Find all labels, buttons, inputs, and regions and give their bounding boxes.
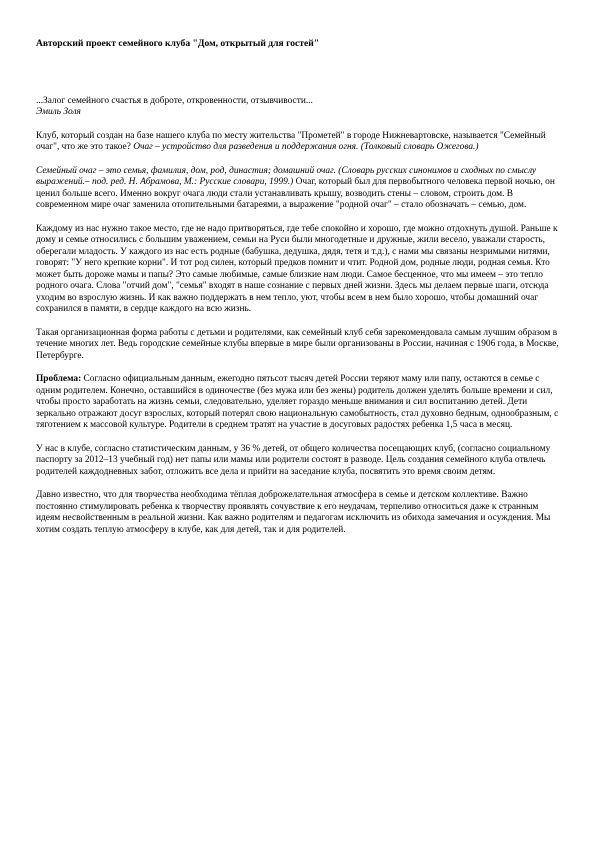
paragraph-home-place: Каждому из нас нужно такое место, где не надо притворяться, где тебе спокойно и хорошо, где можно отдохнуть душой. Раньше к дому и семье относились с большим уважением, семьи на Руси были многодетные и дружные, жили весело, уважали старость, оберегали младость. У каждого из нас есть родные (бабушка, дедушка, дядя, тетя и т.д.), с нами мы связаны незримыми нитями, говорят: "У него крепкие корни". И тот род силен, который предков помнит и чтит. Родной дом, родные люди, родная семья. Кто может быть дороже мамы и папы? Это самые любимые, самые близкие нам люди. Самое бесценное, что мы имеем – это тепло родного очага. Слова "отчий дом", "семья" входят в наше сознание с первых дней жизни. Здесь мы делаем первые шаги, отсюда уходим во взрослую жизнь. И как важно поддержать в нем тепло, уют, чтобы всем в нем было хорошо, чтобы домашний очаг сохранился в памяти, в сердце каждого на всю жизнь. [36,223,558,314]
problem-label: Проблема: [36,374,82,384]
paragraph-statistics: У нас в клубе, согласно статистическим данным, у 36 % детей, от общего количества посещающих клуб, (согласно социальному паспорту за 2012–13 учебный год) нет папы или мамы или родители состоят в разводе. Цель создания семейного клуба отвлечь родителей каждодневных забот, отложить все дела и прийти на заседание клуба, посвятить это время своим детям. [36,443,551,477]
definition-synonyms: Семейный очаг – это семья, фамилия, дом, род, династия; домашний очаг. (Словарь русских синонимов и сходных по смыслу выражений.– под. ред. Н. Абрамова, М.: Русские словари, 1999.) [36,165,537,187]
paragraph-family-hearth [36,166,561,212]
epigraph-quote: ...Залог семейного счастья в доброте, откровенности, отзывчивости... [36,95,313,106]
paragraph-club-intro [36,131,561,154]
document-title: Авторский проект семейного клуба "Дом, открытый для гостей" [36,38,320,49]
document-body [36,38,561,536]
definition-ozhegov: Очаг – устройство для разведения и поддержания огня. (Толковый словарь Ожегова.) [133,142,479,152]
paragraph-creativity: Давно известно, что для творчества необходима тёплая доброжелательная атмосфера в семье и детском коллективе. Важно постоянно стимулировать ребенка к творчеству проявлять сочувствие к его неудачам, терпеливо относиться даже к странным идеям несвойственным в реальной жизни. Как важно родителям и педагогам исключить из обихода замечания и осуждения. Мы хотим создать теплую атмосферу в клубе, как для детей, так и для родителей. [36,490,551,535]
paragraph-text: Очаг, который был для первобытного человека первой ночью, он ценил больше всего. Именно вокруг очага люди стали устанавливать крышу, возводить стены – словом, строить дом. В современном мире очаг заменила отопительными батареями, а выражение "родной очаг" – стало обозначать – семью, дом. [36,177,555,210]
paragraph-text: Согласно официальным данным, ежегодно пятьсот тысяч детей России теряют маму или папу, остаются в семье с одним родителем. Конечно, оставшийся в одиночестве (без мужа или без жены) родитель должен уделять больше времени и сил, чтобы просто заработать на жизнь семьи, следовательно, уделяет гораздо меньше внимания и сил воспитанию детей. Дети зеркально отражают досуг взрослых, который потерял свою национальную самобытность, стал духовно бедным, однообразным, с тяготением к массовой культуре. Родители в среднем тратят на участие в досуговых радостях ребенка 1,5 часа в месяц. [36,374,559,430]
paragraph-problem [36,374,561,432]
paragraph-text: Клуб, который создан на базе нашего клуба по месту жительства "Прометей" в городе Нижневартовске, называется "Семейный очаг", что же это такое? [36,130,546,152]
paragraph-club-history: Такая организационная форма работы с детьми и родителями, как семейный клуб себя зарекомендовала самым лучшим образом в течение многих лет. Ведь городские семейные клубы впервые в мире были организованы в России, начиная с 1906 года, в Москве, Петербурге. [36,327,559,361]
epigraph [36,96,561,119]
epigraph-author: Эмиль Золя [36,107,81,117]
